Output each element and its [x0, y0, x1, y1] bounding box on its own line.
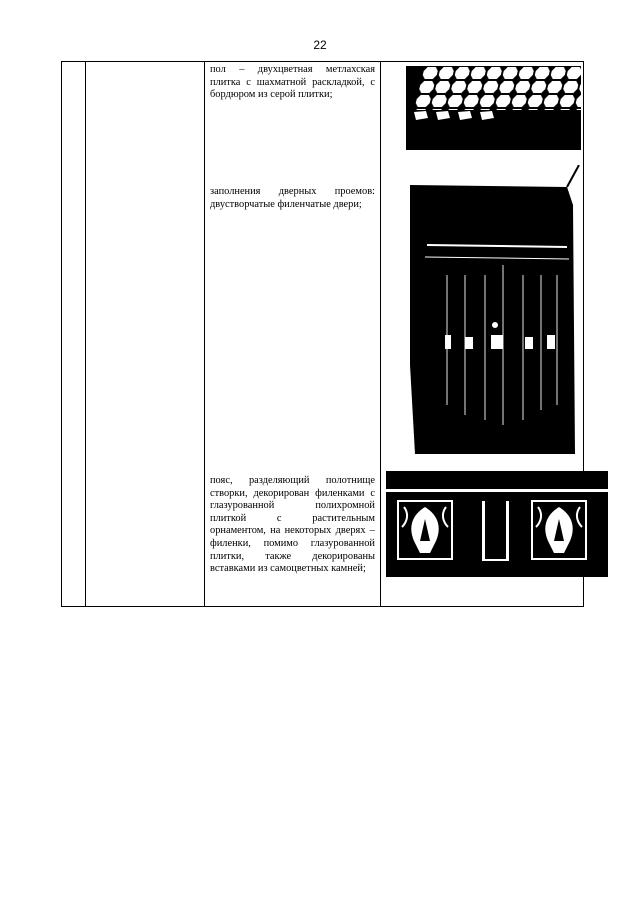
tiled-floor-image: [406, 66, 581, 150]
description-table: [61, 61, 584, 607]
row-3-description: пояс, разделяющий полотнище створки, декорирован филенками с глазурованной полихромной плиткой с растительным орнаментом, на некоторых дверях – филенки, помимо глазурованной плитки, также декорированы вставками из самоцветных камней;: [210, 475, 375, 575]
row-2-description: заполнения дверных проемов: двустворчатые филенчатые двери;: [210, 186, 375, 210]
page-number: 22: [313, 38, 327, 52]
double-door-image: [407, 165, 581, 454]
decorated-panels-photo: [386, 471, 608, 577]
column-divider-3: [380, 62, 381, 606]
row-1-description: пол – двухцветная метлахская плитка с шахматной раскладкой, с бордюром из серой плитки;: [210, 64, 375, 101]
double-door-photo: [407, 165, 581, 454]
column-divider-1: [85, 62, 86, 606]
decorated-panels-image: [386, 471, 608, 577]
column-divider-2: [204, 62, 205, 606]
tiled-floor-photo: [406, 66, 581, 150]
